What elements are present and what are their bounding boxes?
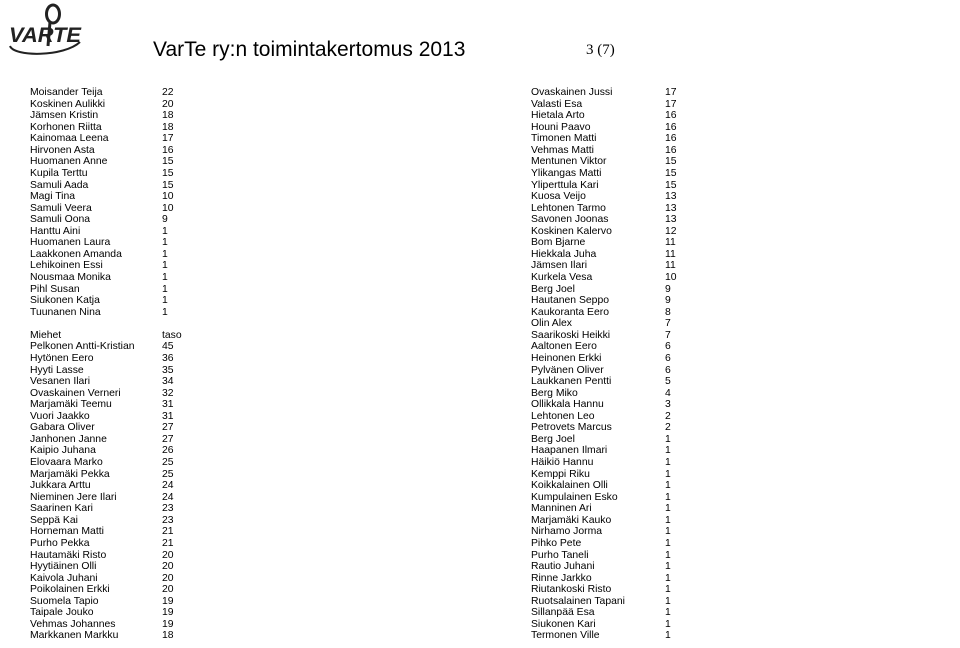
player-name: Marjamäki Kauko — [531, 514, 612, 526]
player-level: 1 — [665, 549, 671, 561]
player-level: 31 — [162, 410, 174, 422]
player-level: 27 — [162, 433, 174, 445]
player-name: Huomanen Anne — [30, 156, 108, 168]
player-level: 1 — [162, 248, 168, 260]
player-level: 9 — [665, 295, 671, 307]
player-name: Kainomaa Leena — [30, 133, 109, 145]
player-level: 5 — [665, 376, 671, 388]
player-name: Saarinen Kari — [30, 503, 93, 515]
player-name: Miehet — [30, 329, 62, 341]
player-name: Nieminen Jere Ilari — [30, 491, 117, 503]
player-name: Nirhamo Jorma — [531, 526, 603, 538]
player-name: Riutankoski Risto — [531, 584, 612, 596]
player-level: 4 — [665, 387, 671, 399]
player-level: 20 — [162, 561, 174, 573]
player-level: 22 — [162, 87, 174, 98]
player-name: Marjamäki Pekka — [30, 468, 110, 480]
player-name: Kuosa Veijo — [531, 191, 586, 203]
player-level: 19 — [162, 595, 174, 607]
player-level: 20 — [162, 549, 174, 561]
player-level: 16 — [665, 133, 677, 145]
player-name: Tuunanen Nina — [30, 306, 101, 318]
player-name: Purho Pekka — [30, 537, 90, 549]
player-level: 15 — [162, 179, 174, 191]
player-name: Marjamäki Teemu — [30, 399, 112, 411]
player-level: 20 — [162, 584, 174, 596]
player-level: 20 — [162, 572, 174, 584]
player-name: Olin Alex — [531, 318, 573, 330]
player-name: Samuli Aada — [30, 179, 89, 191]
player-name: Savonen Joonas — [531, 214, 609, 226]
player-name: Kaivola Juhani — [30, 572, 98, 584]
player-name: Siukonen Kari — [531, 618, 596, 630]
player-level: 19 — [162, 607, 174, 619]
player-level: 9 — [162, 214, 168, 226]
player-level: 1 — [665, 526, 671, 538]
player-level: 1 — [665, 433, 671, 445]
player-level: 1 — [665, 537, 671, 549]
player-level: 17 — [665, 98, 677, 110]
player-name: Houni Paavo — [531, 121, 591, 133]
player-level: 23 — [162, 503, 174, 515]
player-level: 1 — [665, 445, 671, 457]
player-level: 16 — [665, 110, 677, 122]
player-level: 18 — [162, 110, 174, 122]
player-name: Hanttu Aini — [30, 225, 81, 237]
player-level: 15 — [665, 156, 677, 168]
player-level: 24 — [162, 480, 174, 492]
player-name: Bom Bjarne — [531, 237, 586, 249]
player-level: 13 — [665, 214, 677, 226]
player-name: Laakkonen Amanda — [30, 248, 122, 260]
player-level: 10 — [162, 202, 174, 214]
player-level: 23 — [162, 514, 174, 526]
player-name: Poikolainen Erkki — [30, 584, 110, 596]
player-level: 36 — [162, 352, 174, 364]
player-level: 1 — [162, 306, 168, 318]
player-level: 16 — [162, 144, 174, 156]
player-name: Jämsen Kristin — [30, 110, 99, 122]
player-level: 16 — [665, 121, 677, 133]
player-name: Hietala Arto — [531, 110, 585, 122]
player-level: 11 — [665, 237, 676, 249]
player-name: Ovaskainen Verneri — [30, 387, 121, 399]
player-level: 18 — [162, 630, 174, 642]
player-level: 17 — [162, 133, 174, 145]
player-level: 15 — [162, 167, 174, 179]
player-name: Suomela Tapio — [30, 595, 99, 607]
page-number: 3 (7) — [586, 42, 615, 58]
player-name: Petrovets Marcus — [531, 422, 612, 434]
player-name: Huomanen Laura — [30, 237, 111, 249]
player-level: 24 — [162, 491, 174, 503]
player-level: 34 — [162, 376, 174, 388]
player-name: Pelkonen Antti-Kristian — [30, 341, 135, 353]
logo-text: VARTE — [9, 24, 83, 47]
player-level: 1 — [162, 225, 168, 237]
player-name: Vesanen Ilari — [30, 376, 91, 388]
player-name: Aaltonen Eero — [531, 341, 597, 353]
player-level: 1 — [665, 595, 671, 607]
varte-logo — [4, 2, 86, 58]
player-level: 13 — [665, 191, 677, 203]
player-name: Moisander Teija — [30, 87, 103, 98]
player-level: 1 — [665, 584, 671, 596]
player-level: 25 — [162, 457, 174, 468]
player-level: 1 — [162, 272, 168, 283]
player-name: Pylvänen Oliver — [531, 364, 604, 376]
player-level: 1 — [665, 480, 671, 492]
player-level: 7 — [665, 329, 671, 341]
player-name: Koskinen Kalervo — [531, 225, 612, 237]
player-level: 1 — [162, 260, 168, 272]
player-level: 25 — [162, 468, 174, 480]
player-level: 11 — [665, 260, 676, 272]
player-name: Hirvonen Asta — [30, 144, 95, 156]
player-level: 1 — [665, 607, 671, 619]
player-level: 1 — [665, 561, 671, 573]
player-name: Ollikkala Hannu — [531, 399, 604, 411]
player-name: Lehikoinen Essi — [30, 260, 103, 272]
player-name: Lehtonen Leo — [531, 410, 595, 422]
player-name: Vuori Jaakko — [30, 410, 90, 422]
player-level: 18 — [162, 121, 174, 133]
player-level: 7 — [665, 318, 671, 330]
player-level: 15 — [162, 156, 174, 168]
player-name: Jämsen Ilari — [531, 260, 588, 272]
player-name: Nousmaa Monika — [30, 272, 111, 283]
player-name: Termonen Ville — [531, 630, 600, 642]
player-name: Manninen Ari — [531, 503, 592, 515]
player-name: Kaukoranta Eero — [531, 306, 609, 318]
player-name: Siukonen Katja — [30, 295, 100, 307]
player-level: 6 — [665, 341, 671, 353]
player-name: Yliperttula Kari — [531, 179, 599, 191]
player-level: 45 — [162, 341, 174, 353]
player-level: 1 — [665, 572, 671, 584]
player-name: Mentunen Viktor — [531, 156, 607, 168]
player-level: 16 — [665, 144, 677, 156]
player-name: Saarikoski Heikki — [531, 329, 611, 341]
player-name: Heinonen Erkki — [531, 352, 602, 364]
player-name: Koskinen Aulikki — [30, 98, 106, 110]
player-name: Hyyti Lasse — [30, 364, 84, 376]
player-name: Sillanpää Esa — [531, 607, 595, 619]
player-name: Jukkara Arttu — [30, 480, 91, 492]
player-name: Kupila Terttu — [30, 167, 88, 179]
player-name: Ylikangas Matti — [531, 167, 602, 179]
player-name: Pihl Susan — [30, 283, 80, 295]
player-name: Taipale Jouko — [30, 607, 94, 619]
player-name: Purho Taneli — [531, 549, 589, 561]
player-name: Laukkanen Pentti — [531, 376, 612, 388]
player-level: 35 — [162, 364, 174, 376]
player-level: 27 — [162, 422, 174, 434]
player-level: 10 — [162, 191, 174, 203]
player-level: 1 — [665, 468, 671, 480]
player-name: Berg Miko — [531, 387, 578, 399]
player-name: Berg Joel — [531, 283, 575, 295]
player-name: Kurkela Vesa — [531, 272, 593, 283]
player-name: Hytönen Eero — [30, 352, 94, 364]
player-level: 1 — [665, 514, 671, 526]
player-name: Magi Tina — [30, 191, 76, 203]
player-level: 6 — [665, 364, 671, 376]
player-name: Haapanen Ilmari — [531, 445, 608, 457]
player-level: 8 — [665, 306, 671, 318]
player-level: 1 — [665, 618, 671, 630]
player-name: Hautanen Seppo — [531, 295, 609, 307]
player-name: Hautamäki Risto — [30, 549, 107, 561]
player-level: 1 — [665, 491, 671, 503]
player-level: 1 — [162, 295, 168, 307]
player-name: Seppä Kai — [30, 514, 78, 526]
player-name: Timonen Matti — [531, 133, 597, 145]
player-level: 32 — [162, 387, 174, 399]
player-name: Kumpulainen Esko — [531, 491, 618, 503]
player-level: 12 — [665, 225, 677, 237]
player-level: 1 — [162, 283, 168, 295]
player-name: Häikiö Hannu — [531, 457, 594, 468]
player-name: Rinne Jarkko — [531, 572, 592, 584]
player-name: Janhonen Janne — [30, 433, 107, 445]
player-name: Ovaskainen Jussi — [531, 87, 613, 98]
player-level: 17 — [665, 87, 677, 98]
player-level: 9 — [665, 283, 671, 295]
player-level: 15 — [665, 167, 677, 179]
player-level: 26 — [162, 445, 174, 457]
player-level: 1 — [162, 237, 168, 249]
player-name: Vehmas Matti — [531, 144, 594, 156]
player-name: Markkanen Markku — [30, 630, 119, 642]
player-name: Elovaara Marko — [30, 457, 103, 468]
document-title: VarTe ry:n toimintakertomus 2013 — [153, 38, 466, 61]
player-name: Valasti Esa — [531, 98, 583, 110]
player-level: 15 — [665, 179, 677, 191]
player-level: 21 — [162, 537, 174, 549]
player-name: Korhonen Riitta — [30, 121, 102, 133]
player-level: 11 — [665, 248, 676, 260]
player-name: Koikkalainen Olli — [531, 480, 608, 492]
player-level: 1 — [665, 503, 671, 515]
player-name: Hyytiäinen Olli — [30, 561, 97, 573]
player-name: Samuli Veera — [30, 202, 92, 214]
player-level: 2 — [665, 422, 671, 434]
player-name: Gabara Oliver — [30, 422, 95, 434]
player-level: 2 — [665, 410, 671, 422]
player-level: 1 — [665, 630, 671, 642]
player-name: Vehmas Johannes — [30, 618, 116, 630]
player-level: 21 — [162, 526, 174, 538]
player-name: Kemppi Riku — [531, 468, 590, 480]
player-level: 31 — [162, 399, 174, 411]
player-name: Hiekkala Juha — [531, 248, 597, 260]
player-name: Ruotsalainen Tapani — [531, 595, 625, 607]
player-name: Berg Joel — [531, 433, 575, 445]
player-level: 20 — [162, 98, 174, 110]
player-name: Kaipio Juhana — [30, 445, 96, 457]
player-level: 13 — [665, 202, 677, 214]
player-level: 10 — [665, 272, 677, 283]
player-name: Horneman Matti — [30, 526, 104, 538]
player-level: 1 — [665, 457, 671, 468]
player-level: taso — [162, 329, 182, 341]
player-level: 19 — [162, 618, 174, 630]
player-level: 3 — [665, 399, 671, 411]
player-name: Lehtonen Tarmo — [531, 202, 606, 214]
player-name: Rautio Juhani — [531, 561, 595, 573]
player-name: Pihko Pete — [531, 537, 582, 549]
player-name: Samuli Oona — [30, 214, 91, 226]
player-level: 6 — [665, 352, 671, 364]
